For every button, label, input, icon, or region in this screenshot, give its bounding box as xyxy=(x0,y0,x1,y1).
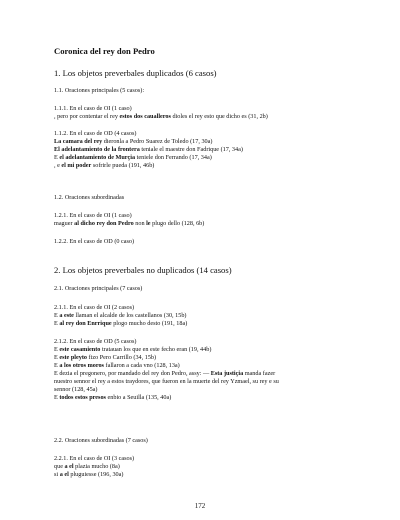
example-line: sennor (128, 45a) xyxy=(54,386,98,393)
subsection-1-2-heading: 1.2. Oraciones subordinadas xyxy=(54,194,125,201)
example-line: E dezia el pregonero, por mandado del rey don Pedro, assy: — Esta justiçia manda fazer xyxy=(54,370,276,377)
subsection-2-2-heading: 2.2. Oraciones subordinadas (7 casos) xyxy=(54,437,148,444)
subsection-1-2-2-heading: 1.2.2. En el caso de OD (0 caso) xyxy=(54,238,135,245)
example-line: nuestro sennor el rey a estos traydores, que fueron en la muerte del rey Yzmael, su rey e su xyxy=(54,378,279,385)
subsection-2-1-2-heading: 2.1.2. En el caso de OD (5 casos) xyxy=(54,338,137,345)
section-2-heading: 2. Los objetos preverbales no duplicados (14 casos) xyxy=(54,265,232,275)
example-line: El adelantamiento de la frontera teniale el maestre don Fadrique (17, 34a) xyxy=(54,146,243,153)
document-title: Coronica del rey don Pedro xyxy=(54,46,155,56)
example-line: que a el plazia mucho (8a) xyxy=(54,463,120,470)
example-line: E este casamiento tratauan los que en este fecho eran (19, 44b) xyxy=(54,346,212,353)
subsection-2-2-1-heading: 2.2.1. En el caso de OI (3 casos) xyxy=(54,455,135,462)
example-line: , pero por contentar el rey estos dos caualleros dioles el rey esto que dicho es (31, 2b) xyxy=(54,113,268,120)
example-line: si a el pluguiesse (196, 30a) xyxy=(54,471,124,478)
example-line: E el adelantamiento de Murçia teniele don Ferrando (17, 34a) xyxy=(54,154,212,161)
subsection-1-2-1-heading: 1.2.1. En el caso de OI (1 caso) xyxy=(54,212,132,219)
example-line: , e el mi poder sofrirle pueda (191, 46b) xyxy=(54,162,155,169)
example-line: E este pleyto fizo Pero Carrillo (34, 15b) xyxy=(54,354,157,361)
example-line: E a este llaman el alcalde de los castellanos (30, 15b) xyxy=(54,312,187,319)
example-line: maguer al dicho rey don Pedro non le plugo dello (128, 6b) xyxy=(54,220,205,227)
subsection-1-1-2-heading: 1.1.2. En el caso de OD (4 casos) xyxy=(54,130,137,137)
subsection-2-1-heading: 2.1. Oraciones principales (7 casos) xyxy=(54,285,143,292)
example-line: E a los otros moros fallaron a cada vno (128, 13a) xyxy=(54,362,180,369)
subsection-1-1-1-heading: 1.1.1. En el caso de OI (1 caso) xyxy=(54,105,132,112)
example-line: E todos estos presos enbio a Seuilla (135, 40a) xyxy=(54,394,172,401)
example-line: La camara del rey dieronla a Pedro Suarez de Toledo (17, 30a) xyxy=(54,138,213,145)
subsection-1-1-heading: 1.1. Oraciones principales (5 casos): xyxy=(54,87,145,94)
subsection-2-1-1-heading: 2.1.1. En el caso de OI (2 casos) xyxy=(54,304,135,311)
section-1-heading: 1. Los objetos preverbales duplicados (6 casos) xyxy=(54,68,217,78)
page-number: 172 xyxy=(194,502,206,510)
example-line: E al rey don Enrrique plogo mucho desto (191, 18a) xyxy=(54,320,188,327)
